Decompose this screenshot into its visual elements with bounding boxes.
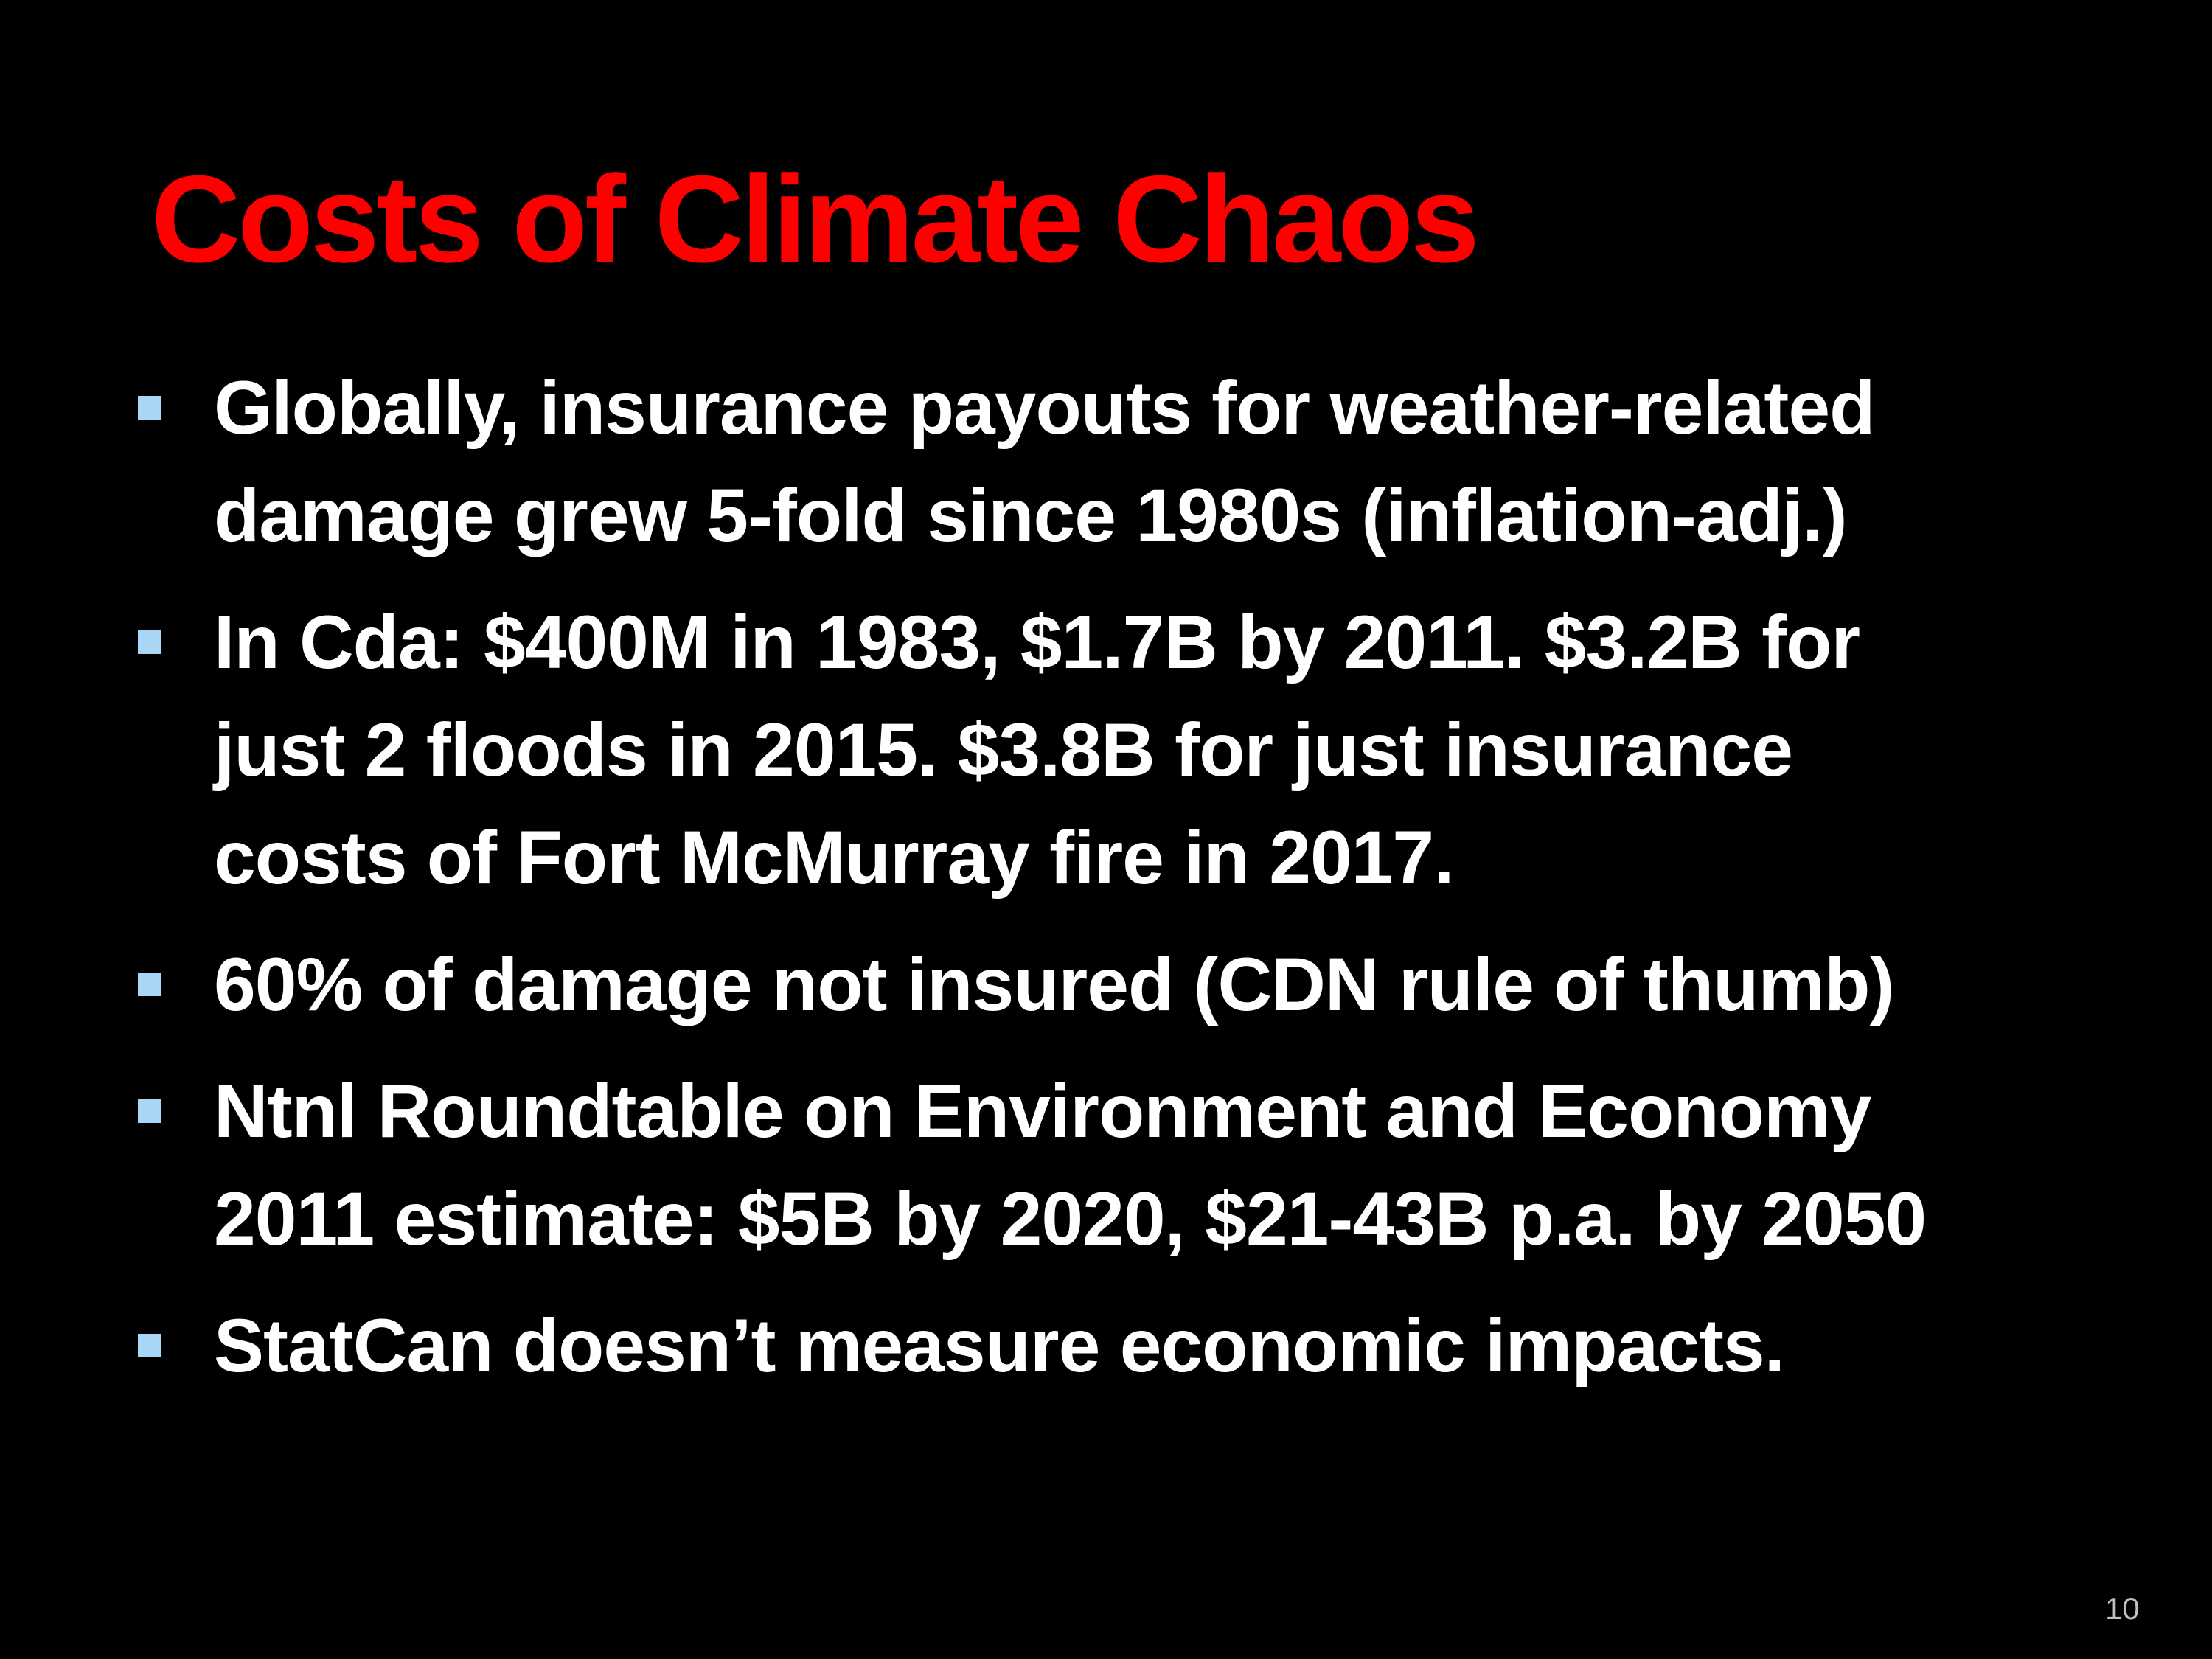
- square-bullet-icon: [138, 973, 161, 996]
- square-bullet-icon: [138, 1334, 161, 1357]
- bullet-text-line: 2011 estimate: $5B by 2020, $21-43B p.a. by 2050: [214, 1177, 1927, 1261]
- bullet-text-line: In Cda: $400M in 1983, $1.7B by 2011. $3.2B for: [214, 600, 1860, 684]
- bullet-item: [136, 1057, 2186, 1273]
- bullet-text-line: 60% of damage not insured (CDN rule of thumb): [214, 942, 1894, 1026]
- bullet-item: [136, 354, 2186, 569]
- square-bullet-icon: [138, 1099, 161, 1123]
- bullet-item: [136, 1292, 2186, 1399]
- bullet-text-line: costs of Fort McMurray fire in 2017.: [214, 815, 1454, 900]
- bullet-text-line: just 2 floods in 2015. $3.8B for just insurance: [214, 708, 1792, 792]
- square-bullet-icon: [138, 630, 161, 654]
- bullet-text-line: damage grew 5-fold since 1980s (inflation-adj.): [214, 473, 1847, 557]
- bullet-text-line: StatCan doesn’t measure economic impacts.: [214, 1304, 1784, 1388]
- bullet-item: [136, 588, 2186, 911]
- bullet-item: [136, 931, 2186, 1038]
- page-number: 10: [2105, 1591, 2140, 1626]
- slide-title: Costs of Climate Chaos: [151, 150, 1477, 288]
- bullet-text-line: Globally, insurance payouts for weather-related: [214, 366, 1875, 450]
- bullet-text-line: Ntnl Roundtable on Environment and Economy: [214, 1069, 1871, 1153]
- bullet-list: [136, 354, 2186, 1419]
- square-bullet-icon: [138, 396, 161, 420]
